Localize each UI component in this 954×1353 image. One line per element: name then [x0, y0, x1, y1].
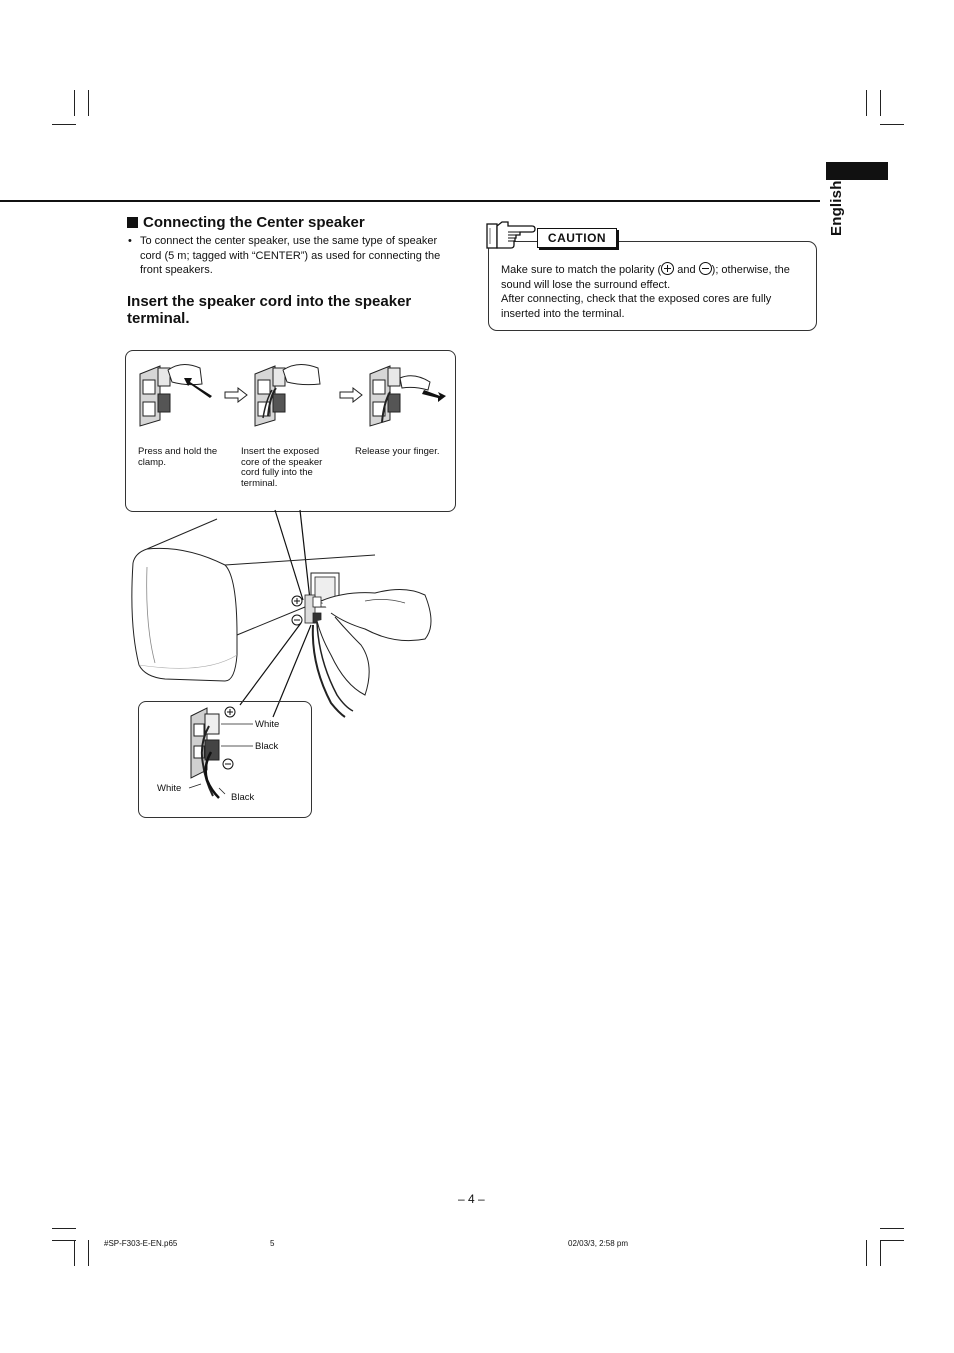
caution-line1-end: ); otherwise, the sound will lose the surround effect. [501, 264, 790, 291]
page-number: – 4 – [458, 1192, 485, 1206]
plus-polarity-icon [292, 596, 302, 606]
minus-polarity-icon [223, 759, 233, 769]
step2-caption: Insert the exposed core of the speaker cord fully into the terminal. [241, 446, 323, 489]
instruction-heading: Insert the speaker cord into the speaker terminal. [127, 293, 412, 327]
section-heading-text: Connecting the Center speaker [143, 214, 365, 231]
steps-illustration [130, 356, 450, 436]
step1-terminal-icon [140, 364, 212, 426]
pointing-hand-icon [486, 218, 536, 252]
plus-polarity-icon [225, 707, 235, 717]
caution-line2: After connecting, check that the exposed cores are fully inserted into the terminal. [501, 293, 772, 320]
step3-terminal-icon [370, 366, 446, 426]
footer-sheet: 5 [270, 1239, 275, 1248]
caution-line1-and: and [674, 264, 699, 276]
caution-line1-start: Make sure to match the polarity ( [501, 264, 662, 276]
footer-filename: #SP-F303-E-EN.p65 [104, 1239, 178, 1248]
speaker-terminal-icon [185, 704, 255, 800]
footer-timestamp: 02/03/3, 2:58 pm [568, 1239, 629, 1248]
center-speaker-illustration [125, 505, 445, 720]
label-white-top: White [255, 719, 280, 730]
arrow-right-icon [225, 388, 247, 402]
plus-polarity-icon [661, 262, 674, 275]
label-black-top: Black [255, 741, 279, 752]
minus-polarity-icon [699, 262, 712, 275]
step3-caption: Release your finger. [355, 446, 440, 457]
label-black-bottom: Black [231, 792, 255, 803]
arrow-right-icon [340, 388, 362, 402]
label-white-bottom: White [157, 783, 182, 794]
square-bullet-icon [127, 217, 138, 228]
step2-terminal-icon [255, 364, 320, 426]
bullet-dot-icon: • [128, 235, 132, 247]
bullet-text: To connect the center speaker, use the same type of speaker cord (5 m; tagged with “CENTER”) as used for connecting the front speakers. [140, 235, 441, 276]
language-tab-marker [826, 162, 888, 180]
language-tab-label: English [828, 180, 845, 236]
section-heading [127, 214, 365, 231]
step1-caption: Press and hold the clamp. [138, 446, 218, 468]
caution-badge: CAUTION [537, 228, 617, 248]
bullet-item [128, 234, 448, 278]
caution-text [501, 262, 801, 321]
header-rule [0, 200, 820, 202]
